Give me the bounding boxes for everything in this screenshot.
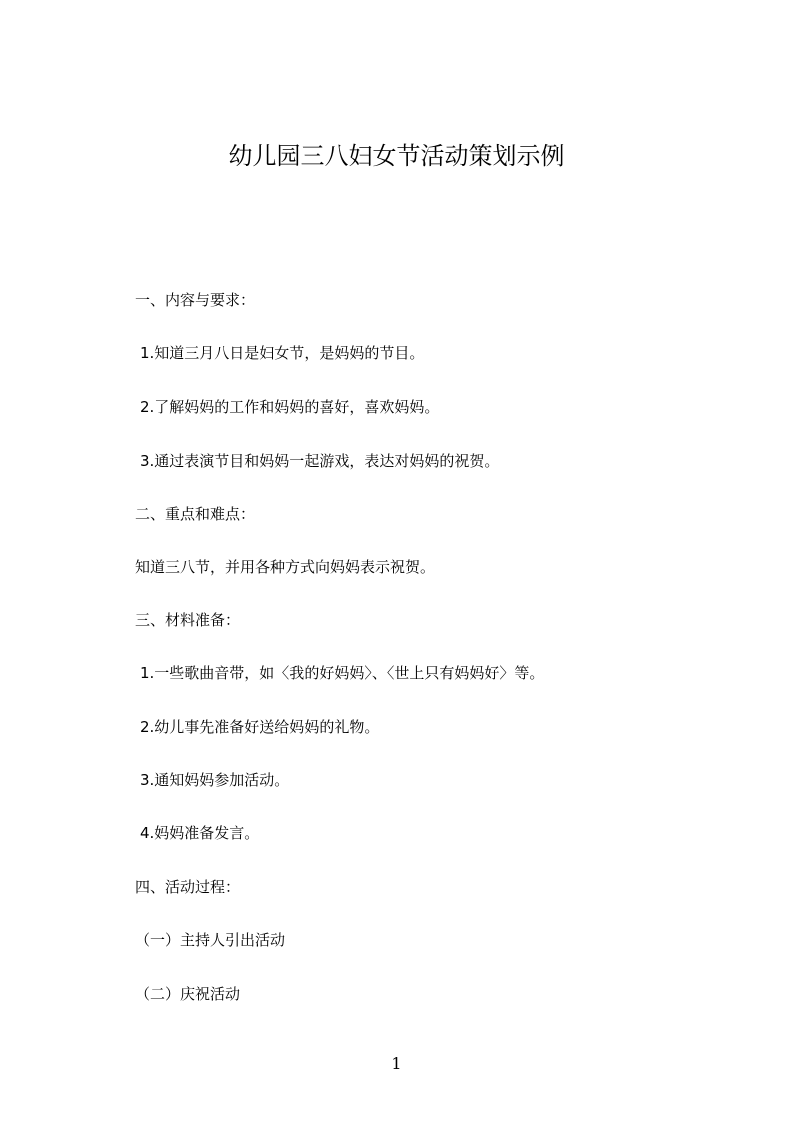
document-title: 幼儿园三八妇女节活动策划示例	[228, 142, 565, 170]
materials-item-1: 1.一些歌曲音带，如〈我的好妈妈〉、〈世上只有妈妈好〉等。	[140, 664, 545, 682]
section-heading-content-requirements: 一、内容与要求：	[135, 291, 256, 309]
materials-item-2: 2.幼儿事先准备好送给妈妈的礼物。	[140, 718, 380, 736]
page-number: 1	[391, 1054, 402, 1073]
materials-item-4: 4.妈妈准备发言。	[140, 824, 260, 842]
section-heading-key-points: 二、重点和难点：	[135, 505, 256, 523]
section-heading-materials: 三、材料准备：	[135, 611, 241, 629]
requirement-item-2: 2.了解妈妈的工作和妈妈的喜好，喜欢妈妈。	[140, 398, 440, 416]
process-item-1: （一）主持人引出活动	[135, 931, 286, 949]
requirement-item-3: 3.通过表演节目和妈妈一起游戏，表达对妈妈的祝贺。	[140, 452, 500, 470]
requirement-item-1: 1.知道三月八日是妇女节，是妈妈的节目。	[140, 344, 425, 362]
process-item-2: （二）庆祝活动	[135, 985, 241, 1003]
key-points-text: 知道三八节，并用各种方式向妈妈表示祝贺。	[135, 558, 436, 576]
section-heading-process: 四、活动过程：	[135, 878, 241, 896]
materials-item-3: 3.通知妈妈参加活动。	[140, 771, 290, 789]
